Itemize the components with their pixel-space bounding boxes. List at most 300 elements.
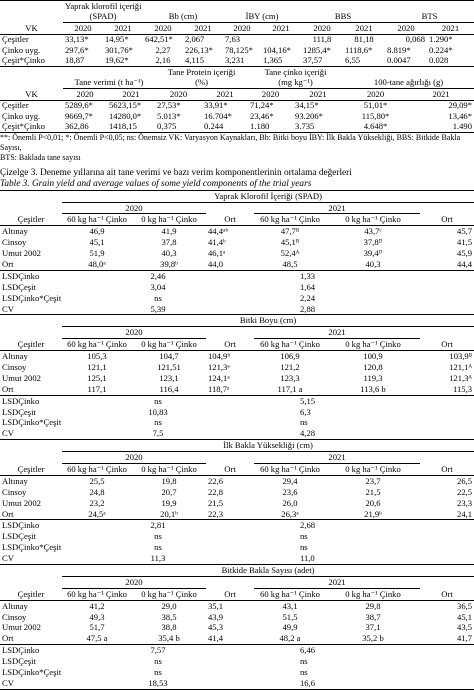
row-label: Ort [0,633,62,644]
lsd-row [0,282,474,293]
dose-header: 60 kg ha⁻¹ Çinko [254,339,326,351]
year-cell: 2020 [63,89,107,101]
table-row [0,45,474,56]
cell: 4,28 [254,428,474,439]
year-header: 2021 [254,327,420,339]
year-cell: 2021 [261,23,301,35]
vk-header: VK [0,67,63,100]
cell: 41,4 [206,633,254,644]
cell: 44,0 [206,259,254,270]
cell: 44,4ᵃᵇ [208,226,229,237]
cell: 45,1 [89,237,105,248]
table-row [0,226,474,237]
cell: 40,3 [326,259,420,270]
cell: ns [300,531,308,542]
header-protein-unit: (%) [195,77,208,88]
year-cell: 2020 [248,89,293,101]
header-spad-unit: (SPAD) [89,11,117,22]
cell: 23,3 [457,497,473,508]
ort-header: Ort [206,202,254,226]
cell: 21,5 [365,486,381,497]
vk-header: VK [0,1,63,35]
cesitler-header: Çeşitler [0,452,62,476]
cell: 3.735 [293,122,343,133]
header-protein: Tane Protein içeriği [167,67,236,77]
row-label: Çeşit*Çinko [0,122,63,133]
cell: 27,53* [157,100,181,111]
cell: 23,7 [365,475,381,486]
cell: 71,24* [250,100,274,111]
row-label: LSDÇinko [2,520,40,531]
row-label: Umut 2002 [2,622,41,633]
year-cell: 2021 [107,89,155,101]
cell: 1,33 [300,270,316,281]
cell: 2,68 [300,520,316,531]
row-label: CV [0,678,62,689]
year-header: 2020 [62,576,206,588]
cell: 48,5 [254,259,326,270]
cell: 6,3 [300,406,311,417]
header-spad: Yaprak klorofil içeriği [65,0,142,11]
row-label: LSDÇeşit [2,656,36,667]
cell: 8.819* [387,45,411,55]
cell: 2,16 [143,56,183,67]
row-label: Çinko uyg. [2,45,41,55]
year-cell: 2021 [202,89,248,101]
cell: 0.244 [202,122,248,133]
lsd-row [0,407,474,418]
cell: 7,57 [150,645,166,656]
year-cell: 2021 [427,23,474,35]
dose-header: 60 kg ha⁻¹ Çinko [62,588,132,600]
cell: 0,068 [405,34,426,45]
cell: 24,1 [420,509,474,520]
cell: 41,9 [161,226,177,237]
year-cell: 2020 [155,89,202,101]
table-row [0,351,474,362]
cell: 121,1 [87,361,107,372]
cell: 39,4ᴰ [363,248,383,259]
row-label: LSDÇinko*Çeşit [2,292,62,303]
cell [0,315,62,327]
cell: 10,83 [148,406,168,417]
cell: 51,01* [363,100,388,111]
cell: 7,63 [225,34,241,45]
cell: 121,2 [280,361,300,372]
cell: 115,80* [361,111,390,121]
cell: 49,3 [89,611,105,622]
lsd-row [0,304,474,315]
lsd-row [0,293,474,304]
cell: 0.224* [429,45,453,55]
cell: 29,8 [365,600,381,611]
cell: 226,13* [185,45,213,55]
lsd-row [0,656,474,667]
cell: 2,24 [300,292,316,303]
table-row [0,475,474,486]
year-cell: 2020 [343,89,408,101]
cell: 1,64 [300,281,316,292]
cell: 1.490 [408,122,474,133]
row-label: Çeşitler [2,34,29,45]
cell: 120,8 [363,361,383,372]
cell: 37,1 [365,622,381,633]
lsd-row [0,270,474,281]
cell: 0.0047 [385,56,427,67]
cell: 2,27 [155,45,171,55]
cell: 52,4ᴬ [280,248,300,259]
cell: 6,46 [300,645,316,656]
cell: 3,231 [223,56,261,67]
cell: 21,9ᵇ [326,509,420,520]
caption-tr: Çizelge 3. Deneme yıllarına ait tane verimi ve bazı verim komponentlerinin ortalama değerleri [0,167,352,178]
cell: 123,3 [280,372,300,383]
cell: 18,53 [62,678,254,689]
cell: 116,4 [132,384,206,395]
dose-header: 0 kg ha⁻¹ Çinko [132,588,206,600]
cell: 22,8 [208,486,224,497]
cell: ns [300,656,308,667]
cell: 22,5 [457,486,473,497]
cell: 35,2 b [326,633,420,644]
cell: 29,09* [448,100,473,111]
cell: 46,9 [89,226,105,237]
cell: 33,91* [204,100,228,111]
table-row [0,248,474,259]
cell: 37,57 [301,56,343,67]
cell: 2,88 [254,304,474,315]
section-title-row [0,190,474,202]
cell: 22,6 [208,475,224,486]
table-note-2: BTS: Baklada tane sayısı [0,153,81,163]
cell: 26,0 [282,497,298,508]
cell: 33,13* [65,34,89,45]
cell: 106,9 [280,351,300,362]
cell: 5.013* [157,111,181,121]
dose-header: 0 kg ha⁻¹ Çinko [132,463,206,475]
cell: 23,46* [250,111,274,121]
row-label: LSDÇeşit [2,531,36,542]
cell: 301,76* [105,45,133,55]
cell: 16,6 [254,678,474,689]
row-label: LSDÇeşit [2,281,36,292]
cell: 40,3 [161,248,177,259]
row-label: LSDÇinko [2,395,40,406]
header-yield: Tane verimi (t ha⁻¹) [74,77,144,88]
cell: 81,18 [354,34,374,45]
table-row [0,612,474,623]
row-label: Umut 2002 [2,497,41,508]
dose-header: 0 kg ha⁻¹ Çinko [326,214,420,226]
cell: 2,81 [150,520,166,531]
lsd-row [0,667,474,678]
cell: 47,7ᴮ [280,226,300,237]
cell: 14,95* [105,34,129,45]
cell: 1.290* [429,34,453,45]
header-bts: BTS [421,11,438,22]
row-label: LSDÇinko [2,645,40,656]
row-label: Çinko uyg. [2,111,41,121]
section-title-row [0,565,474,577]
ort-header: Ort [420,576,474,600]
table-row [0,122,474,133]
row-label: Altınay [2,351,28,362]
cell: 35,1 [208,600,224,611]
cell: 38,8 [161,622,177,633]
cell: 23,2 [89,497,105,508]
table-row [0,34,474,45]
cell: 19,9 [161,497,177,508]
cell: ns [154,542,162,553]
year-cell: 2020 [385,23,427,35]
cell: 19,8 [161,475,177,486]
header-zinc-unit: (mg kg⁻¹) [278,77,313,88]
row-label: Cinsoy [2,486,27,497]
year-cell: 2021 [408,89,474,101]
row-label: CV [0,428,62,439]
cell: 123,1 [159,372,179,383]
lsd-row [0,645,474,656]
header-100-grain: 100-tane ağırlığı (g) [373,77,444,88]
row-label: Ort [0,259,62,270]
ort-header: Ort [206,576,254,600]
year-header: 2021 [254,452,420,464]
row-label: Altınay [2,226,28,237]
cell: 1418,15 [107,122,155,133]
header-bbs: BBS [334,11,352,22]
dose-header: 0 kg ha⁻¹ Çinko [326,463,420,475]
cell: 26,3ᵃ [254,509,326,520]
cell: 24,5ᵃ [62,509,132,520]
cesitler-header: Çeşitler [0,202,62,226]
cell: 44,4 [420,259,474,270]
cell [0,190,62,202]
row-label: Altınay [2,600,28,611]
table-row [0,509,474,520]
cell: 0,375 [155,122,202,133]
cell: 113,6 b [326,384,420,395]
cell: 11,0 [254,553,474,564]
cesitler-header: Çeşitler [0,327,62,351]
year-cell: 2021 [103,23,143,35]
cell: 49,9 [282,622,298,633]
cell: 7,5 [62,428,254,439]
row-label: Çeşit*Çinko [0,56,63,67]
cell: 0.028 [427,56,474,67]
year-cell: 2020 [63,23,103,35]
row-label: Çeşitler [2,100,29,111]
section-title: Bitkide Bakla Sayısı (adet) [62,565,474,577]
year-header: 2021 [254,576,420,588]
cell: 117,1 a [254,384,326,395]
cell [0,565,62,577]
dose-header: 0 kg ha⁻¹ Çinko [132,339,206,351]
cell: 9669,7* [65,111,93,121]
cell: 43,7ᶜ [364,226,382,237]
cesitler-header: Çeşitler [0,576,62,600]
section-title: İlk Bakla Yüksekliği (cm) [62,440,474,452]
year-row [0,202,474,214]
cell: 45,7 [457,226,473,237]
year-cell: 2021 [293,89,343,101]
cell: 115,3 [420,384,474,395]
header-iby: İBY (cm) [245,11,279,22]
cell: ns [154,656,162,667]
cell: 21,5 [208,497,224,508]
dose-header: 60 kg ha⁻¹ Çinko [254,463,326,475]
cell: 45,1ᴮ [280,237,300,248]
row-label: Umut 2002 [2,372,41,383]
row-label: CV [0,304,62,315]
cell: 20,6 [365,497,381,508]
table-row [0,600,474,611]
cell: 121,3ᵃ [208,361,230,372]
year-header: 2020 [62,327,206,339]
row-label: Cinsoy [2,611,27,622]
cell: 3,04 [150,281,166,292]
cell: 51,9 [89,248,105,259]
cell: 37,8ᴰ [363,237,383,248]
dose-header: 60 kg ha⁻¹ Çinko [62,339,132,351]
cell: 125,1 [87,372,107,383]
dose-header: 60 kg ha⁻¹ Çinko [62,463,132,475]
ort-header: Ort [206,452,254,476]
table-row [0,259,474,270]
table-row [0,362,474,373]
lsd-row [0,553,474,564]
row-label: LSDÇinko*Çeşit [2,417,62,428]
cell: 16.704* [204,111,232,121]
cell: 4,115 [183,56,223,67]
cell: 20,1ᵇ [132,509,206,520]
cell: 5623,15* [109,100,142,111]
cell: 43,1 [282,600,298,611]
cell: 121,1ᴬ [449,361,473,372]
cell: 121,51 [157,361,181,372]
cell: 39,8ᵇ [132,259,206,270]
cell: 45,1 [457,611,473,622]
table-row [0,384,474,395]
cell: 36,5 [457,600,473,611]
dose-header: 0 kg ha⁻¹ Çinko [326,588,420,600]
lsd-row [0,417,474,428]
cell: 2,46 [150,270,166,281]
ort-header: Ort [420,327,474,351]
caption-en: Table 3. Grain yield and average values of some yield components of the trial years [0,178,312,189]
cell: 41,4ᵇ [208,237,226,248]
table-row [0,633,474,644]
cell: 78,125* [225,45,253,55]
cell: 46,1ᵃ [208,248,226,259]
cell: 5289,6* [65,100,93,111]
dose-header: 0 kg ha⁻¹ Çinko [326,339,420,351]
cell: 362,86 [63,122,107,133]
header-bb: Bb (cm) [168,11,198,22]
cell: 41,5 [457,237,473,248]
cell: 104,9ᵇ [208,351,230,362]
year-cell: 2021 [183,23,223,35]
cell: 11,3 [62,553,254,564]
lsd-row [0,428,474,439]
ort-header: Ort [420,452,474,476]
cell: 24,8 [89,486,105,497]
year-cell: 2021 [343,23,385,35]
cell: 119,3 [363,372,383,383]
cell: 20,7 [161,486,177,497]
cell: 51,5 [282,611,298,622]
cell: 5,15 [300,395,316,406]
year-row [0,452,474,464]
row-label: Cinsoy [2,361,27,372]
table-row [0,237,474,248]
cell: 48,2 a [254,633,326,644]
year-cell: 2020 [143,23,183,35]
year-cell: 2020 [223,23,261,35]
cell [0,440,62,452]
cell: 1,365 [261,56,301,67]
row-label: Ort [0,509,62,520]
dose-header: 0 kg ha⁻¹ Çinko [132,214,206,226]
cell: 105,3 [87,351,107,362]
section-title-row [0,440,474,452]
header-zinc: Tane çinko içeriği [264,67,327,77]
cell: ns [154,395,162,406]
dose-header: 60 kg ha⁻¹ Çinko [254,588,326,600]
lsd-row [0,542,474,553]
cell: 118,7ᵃ [206,384,254,395]
means-table [0,190,474,690]
cell: 29,4 [282,475,298,486]
year-header: 2020 [62,202,206,214]
row-label: CV [0,553,62,564]
table-row [0,498,474,509]
row-label: Cinsoy [2,237,27,248]
cell: 1118,6* [345,45,373,55]
cell: 18,87 [63,56,103,67]
anova-table [0,0,474,67]
year-header: 2020 [62,452,206,464]
cell: 104,16* [263,45,291,55]
table-row [0,111,474,122]
cell: ns [300,667,308,678]
cell: 100,9 [363,351,383,362]
year-row [0,327,474,339]
row-label: LSDÇinko*Çeşit [2,667,62,678]
cell: ns [300,417,308,428]
lsd-row [0,520,474,531]
cell: 45,9 [457,248,473,259]
cell: 43,9 [208,611,224,622]
cell: 43,5 [457,622,473,633]
table-row [0,487,474,498]
cell: 22,3 [206,509,254,520]
table-row [0,373,474,384]
lsd-row [0,678,474,689]
cell: 297,6* [65,45,89,55]
anova-table-yield [0,67,474,133]
cell: 4.648* [343,122,408,133]
cell: 121,3ᴬ [449,372,473,383]
cell: 34,15* [295,100,319,111]
section-title: Yaprak Klorofil İçeriği (SPAD) [62,190,474,202]
cell: 2,067 [185,34,205,45]
table-row [0,56,474,67]
year-cell: 2020 [301,23,343,35]
cell: 41,2 [89,600,105,611]
table-note: **: Önemli P<0,01; *: Önemli P<0,05; ns: Önemsiz VK: Varyasyon Kaynakları, Bb: Bitki boyu İBY: İlk Bakla Yüksekliği, BBS: Bitkide Bakla Sayısı, [0,133,461,153]
cell: ns [154,417,162,428]
cell: 1.180 [248,122,293,133]
